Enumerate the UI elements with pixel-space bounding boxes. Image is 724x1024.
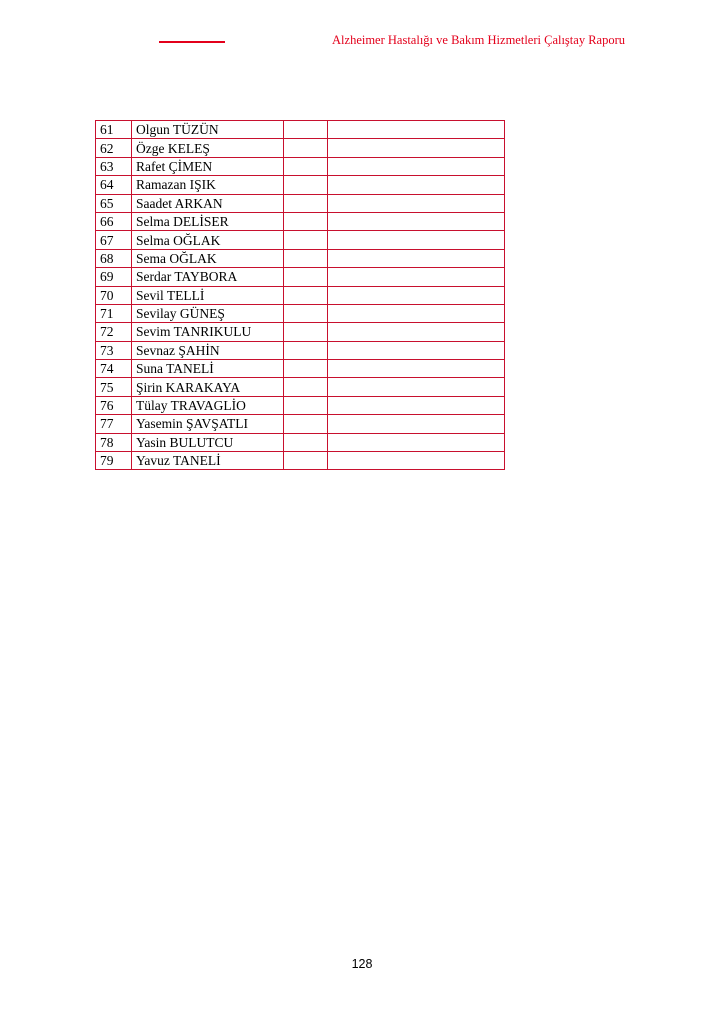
table-row bbox=[96, 286, 505, 304]
table-row bbox=[96, 121, 505, 139]
row-number: 67 bbox=[96, 231, 132, 249]
empty-cell bbox=[328, 194, 505, 212]
row-number: 69 bbox=[96, 268, 132, 286]
empty-cell bbox=[284, 231, 328, 249]
table-row bbox=[96, 304, 505, 322]
empty-cell bbox=[328, 176, 505, 194]
participant-name: Yasin BULUTCU bbox=[132, 433, 284, 451]
table-row bbox=[96, 268, 505, 286]
empty-cell bbox=[284, 341, 328, 359]
empty-cell bbox=[284, 360, 328, 378]
row-number: 72 bbox=[96, 323, 132, 341]
empty-cell bbox=[284, 304, 328, 322]
empty-cell bbox=[328, 323, 505, 341]
participant-name: Sema OĞLAK bbox=[132, 249, 284, 267]
row-number: 70 bbox=[96, 286, 132, 304]
row-number: 62 bbox=[96, 139, 132, 157]
table-row bbox=[96, 212, 505, 230]
table-row bbox=[96, 341, 505, 359]
empty-cell bbox=[284, 433, 328, 451]
participant-name: Tülay TRAVAGLİO bbox=[132, 396, 284, 414]
row-number: 66 bbox=[96, 212, 132, 230]
empty-cell bbox=[284, 249, 328, 267]
empty-cell bbox=[284, 378, 328, 396]
participant-name: Saadet ARKAN bbox=[132, 194, 284, 212]
empty-cell bbox=[328, 121, 505, 139]
participant-name: Şirin KARAKAYA bbox=[132, 378, 284, 396]
row-number: 76 bbox=[96, 396, 132, 414]
participant-name: Sevilay GÜNEŞ bbox=[132, 304, 284, 322]
participant-name: Selma DELİSER bbox=[132, 212, 284, 230]
empty-cell bbox=[328, 157, 505, 175]
row-number: 61 bbox=[96, 121, 132, 139]
empty-cell bbox=[328, 231, 505, 249]
row-number: 64 bbox=[96, 176, 132, 194]
participant-name: Sevil TELLİ bbox=[132, 286, 284, 304]
participant-name: Rafet ÇİMEN bbox=[132, 157, 284, 175]
participant-name: Serdar TAYBORA bbox=[132, 268, 284, 286]
participant-name: Sevnaz ŞAHİN bbox=[132, 341, 284, 359]
table-row bbox=[96, 396, 505, 414]
participant-name: Özge KELEŞ bbox=[132, 139, 284, 157]
participant-name: Ramazan IŞIK bbox=[132, 176, 284, 194]
empty-cell bbox=[328, 212, 505, 230]
row-number: 68 bbox=[96, 249, 132, 267]
table-row bbox=[96, 176, 505, 194]
participant-name: Yavuz TANELİ bbox=[132, 452, 284, 470]
row-number: 78 bbox=[96, 433, 132, 451]
participant-name: Olgun TÜZÜN bbox=[132, 121, 284, 139]
empty-cell bbox=[284, 176, 328, 194]
participant-name: Yasemin ŞAVŞATLI bbox=[132, 415, 284, 433]
empty-cell bbox=[328, 249, 505, 267]
empty-cell bbox=[328, 341, 505, 359]
table-row bbox=[96, 249, 505, 267]
empty-cell bbox=[284, 157, 328, 175]
header-title: Alzheimer Hastalığı ve Bakım Hizmetleri Çalıştay Raporu bbox=[332, 33, 625, 47]
row-number: 73 bbox=[96, 341, 132, 359]
row-number: 77 bbox=[96, 415, 132, 433]
empty-cell bbox=[284, 139, 328, 157]
table-row bbox=[96, 360, 505, 378]
table-row bbox=[96, 378, 505, 396]
empty-cell bbox=[284, 452, 328, 470]
empty-cell bbox=[284, 323, 328, 341]
empty-cell bbox=[284, 194, 328, 212]
empty-cell bbox=[328, 378, 505, 396]
table-row bbox=[96, 139, 505, 157]
empty-cell bbox=[328, 433, 505, 451]
participants-table-body bbox=[96, 121, 505, 470]
participant-name: Sevim TANRIKULU bbox=[132, 323, 284, 341]
table-row bbox=[96, 231, 505, 249]
empty-cell bbox=[328, 415, 505, 433]
row-number: 75 bbox=[96, 378, 132, 396]
empty-cell bbox=[328, 396, 505, 414]
row-number: 63 bbox=[96, 157, 132, 175]
participant-name: Suna TANELİ bbox=[132, 360, 284, 378]
table-row bbox=[96, 452, 505, 470]
participants-table bbox=[95, 120, 505, 470]
empty-cell bbox=[328, 268, 505, 286]
empty-cell bbox=[284, 212, 328, 230]
header-rule bbox=[159, 41, 225, 43]
row-number: 71 bbox=[96, 304, 132, 322]
table-row bbox=[96, 415, 505, 433]
table-row bbox=[96, 157, 505, 175]
row-number: 79 bbox=[96, 452, 132, 470]
table-row bbox=[96, 433, 505, 451]
page-number: 128 bbox=[351, 957, 373, 971]
empty-cell bbox=[284, 396, 328, 414]
row-number: 74 bbox=[96, 360, 132, 378]
empty-cell bbox=[284, 121, 328, 139]
empty-cell bbox=[328, 139, 505, 157]
empty-cell bbox=[328, 452, 505, 470]
empty-cell bbox=[328, 304, 505, 322]
empty-cell bbox=[284, 286, 328, 304]
row-number: 65 bbox=[96, 194, 132, 212]
participant-name: Selma OĞLAK bbox=[132, 231, 284, 249]
empty-cell bbox=[328, 286, 505, 304]
table-row bbox=[96, 194, 505, 212]
empty-cell bbox=[284, 415, 328, 433]
empty-cell bbox=[328, 360, 505, 378]
table-row bbox=[96, 323, 505, 341]
empty-cell bbox=[284, 268, 328, 286]
